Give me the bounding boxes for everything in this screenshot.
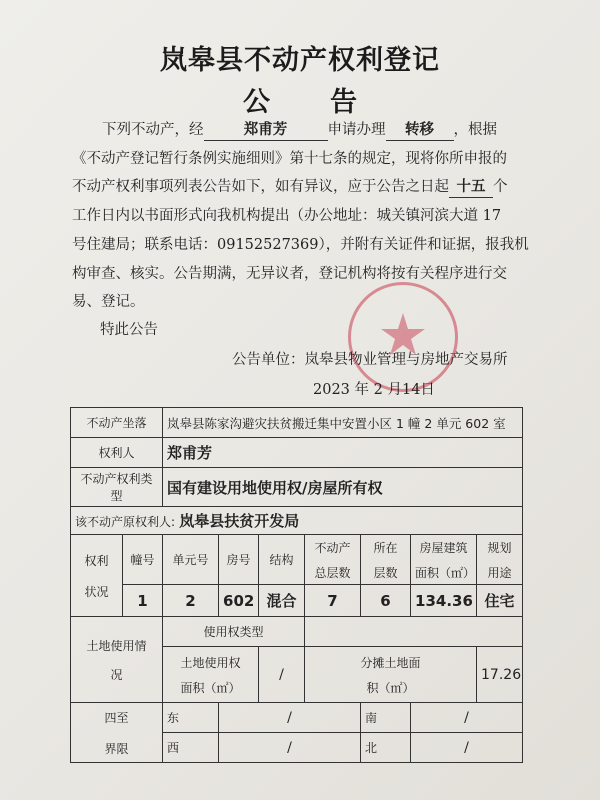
boundary-row-1 — [71, 703, 523, 733]
use-value: 住宅 — [477, 585, 523, 617]
shared-area-value: 17.26 — [477, 647, 523, 703]
boundary-label-line: 界限 — [104, 741, 129, 756]
status-value-row — [71, 585, 523, 617]
closing-phrase: 特此公告 — [100, 322, 158, 338]
header-line: 用途 — [487, 565, 512, 580]
shared-area-label-line: 分摊土地面 — [360, 655, 421, 670]
notice-line: 构审查、核实。公告期满，无异议者，登记机构将按有关程序进行交 — [72, 265, 507, 282]
status-label — [71, 535, 123, 617]
right-type-row — [71, 468, 523, 507]
header-total-floors — [305, 535, 361, 585]
status-label-line: 权利 — [84, 553, 109, 568]
header-line: 所在 — [373, 540, 398, 555]
boundary-label — [71, 703, 163, 763]
applicant-name: 郑甫芳 — [204, 120, 328, 141]
land-area-label-line: 面积（㎡） — [180, 680, 241, 695]
original-owner-value: 岚皋县扶贫开发局 — [179, 512, 300, 530]
floor-value: 6 — [361, 585, 411, 617]
header-line: 总层数 — [314, 565, 351, 580]
status-header-row — [71, 535, 523, 585]
south-label: 南 — [361, 703, 411, 733]
land-right-type-label: 使用权类型 — [163, 617, 305, 647]
original-owner-cell — [71, 507, 523, 535]
notice-date — [313, 378, 435, 399]
date-day: 14 — [401, 382, 421, 398]
right-type-label: 不动产权利类型 — [71, 468, 163, 507]
notice-line: 号住建局；联系电话：09152527369），并附有关证件和证据，报我机 — [72, 236, 529, 253]
unit-value: 2 — [163, 585, 219, 617]
location-label: 不动产坐落 — [71, 408, 163, 438]
header-room: 房号 — [219, 535, 259, 585]
notice-text: 个 — [493, 179, 508, 196]
document-title: 岚皋县不动产权利登记 — [160, 45, 440, 76]
land-usage-label-line: 土地使用情 — [86, 638, 147, 653]
south-value: / — [411, 703, 523, 733]
official-seal — [348, 282, 458, 392]
header-structure: 结构 — [259, 535, 305, 585]
west-label: 西 — [163, 733, 219, 763]
notice-text: 申请办理 — [327, 122, 386, 138]
business-type: 转移 — [386, 120, 454, 141]
east-value: / — [219, 703, 361, 733]
room-value: 602 — [219, 585, 259, 617]
header-unit: 单元号 — [163, 535, 219, 585]
notice-text: ，根据 — [453, 122, 497, 138]
date-month: 2 — [373, 382, 383, 398]
structure-value: 混合 — [259, 585, 305, 617]
document-subtitle: 公告 — [243, 87, 417, 118]
land-area-label — [163, 647, 259, 703]
owner-value: 郑甫芳 — [163, 438, 523, 468]
land-right-type-value — [305, 617, 523, 647]
date-day-suffix: 日 — [420, 382, 435, 398]
location-row — [71, 408, 523, 438]
notice-text: 下列不动产，经 — [102, 122, 204, 138]
land-usage-label-line: 况 — [110, 667, 123, 682]
original-owner-row — [71, 507, 523, 535]
header-line: 不动产 — [314, 540, 351, 555]
notice-line: 工作日内以书面形式向我机构提出（办公地址：城关镇河滨大道 17 — [72, 208, 502, 225]
building-value: 1 — [123, 585, 163, 617]
date-year: 2023 — [313, 382, 350, 398]
east-label: 东 — [163, 703, 219, 733]
issuing-unit: 公告单位：岚皋县物业管理与房地产交易所 — [232, 352, 508, 368]
notice-text: 不动产权利事项列表公告如下，如有异议，应于公告之日起 — [72, 179, 449, 196]
right-type-value: 国有建设用地使用权/房屋所有权 — [163, 468, 523, 507]
land-usage-label — [71, 617, 163, 703]
land-area-label-line: 土地使用权 — [180, 655, 241, 670]
west-value: / — [219, 733, 361, 763]
notice-line: 易、登记。 — [72, 294, 145, 311]
date-year-suffix: 年 — [354, 382, 370, 398]
north-label: 北 — [361, 733, 411, 763]
shared-area-label — [305, 647, 477, 703]
registration-table — [70, 407, 523, 763]
land-area-value: / — [259, 647, 305, 703]
location-value: 岚皋县陈家沟避灾扶贫搬迁集中安置小区 1 幢 2 单元 602 室 — [163, 408, 523, 438]
header-line: 层数 — [373, 565, 398, 580]
status-label-line: 状况 — [84, 584, 109, 599]
header-line: 规划 — [487, 540, 512, 555]
objection-days: 十五 — [449, 177, 493, 198]
header-line: 面积（㎡） — [415, 565, 476, 580]
owner-row — [71, 438, 523, 468]
area-value: 134.36 — [411, 585, 477, 617]
shared-area-label-line: 积（㎡） — [366, 680, 415, 695]
boundary-label-line: 四至 — [104, 710, 129, 725]
north-value: / — [411, 733, 523, 763]
header-area — [411, 535, 477, 585]
original-owner-label: 该不动产原权利人: — [75, 515, 176, 529]
header-floor — [361, 535, 411, 585]
header-building: 幢号 — [123, 535, 163, 585]
notice-line: 《不动产登记暂行条例实施细则》第十七条的规定，现将你所申报的 — [72, 150, 507, 167]
land-type-row — [71, 617, 523, 647]
header-line: 房屋建筑 — [419, 540, 468, 555]
header-use — [477, 535, 523, 585]
total-floors-value: 7 — [305, 585, 361, 617]
date-month-suffix: 月 — [387, 382, 402, 398]
owner-label: 权利人 — [71, 438, 163, 468]
